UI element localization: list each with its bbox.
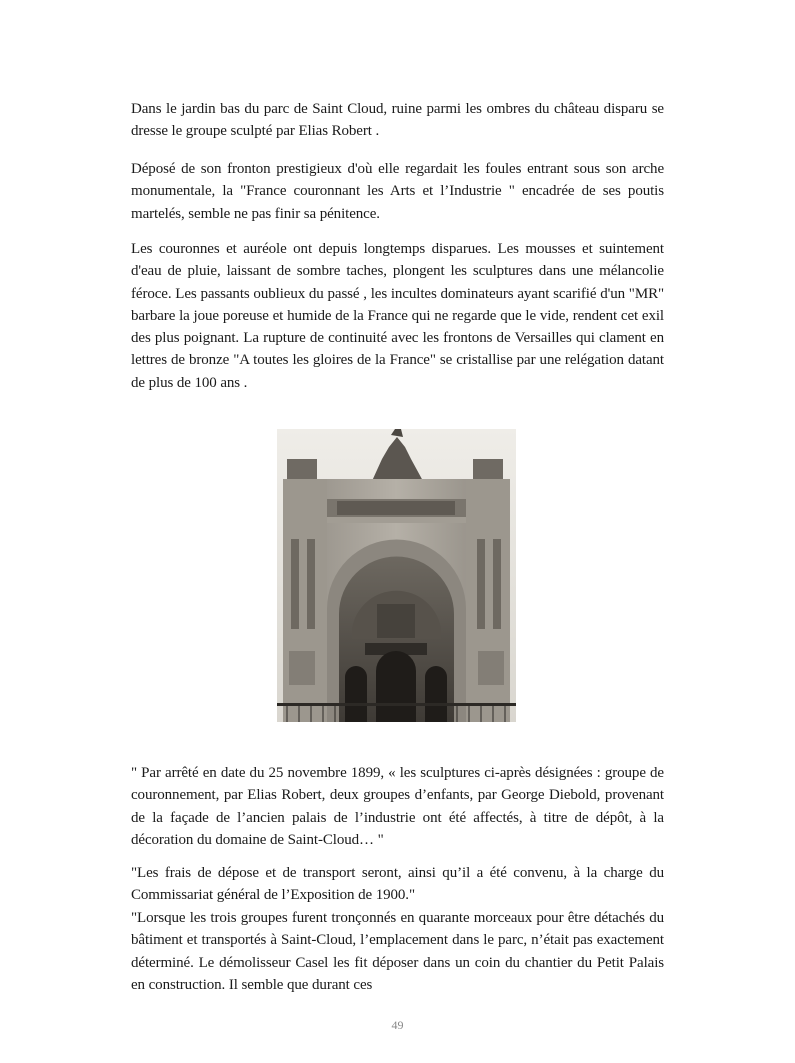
building-facade-illustration	[277, 429, 516, 722]
paragraph-fronton: Déposé de son fronton prestigieux d'où elle regardait les foules entrant sous son arche monumentale, la "France couronnant les Arts et l’Industrie " encadrée de ses poutis martelés, semble ne pas finir sa pénitence.	[131, 161, 664, 222]
body-text-column	[131, 762, 664, 851]
body-text-column	[131, 98, 664, 143]
body-text-column	[131, 862, 664, 907]
paragraph-couronnes: Les couronnes et auréole ont depuis longtemps disparues. Les mousses et suintement d'eau de pluie, laissant de sombre taches, plongent les sculptures dans une mélancolie féroce. Les passants oublieux du passé , les incultes dominateurs ayant scarifié d'un "MR" barbare la joue poreuse et humide de la France qui ne regarde que le vide, rendent cet exil des plus poignant. La rupture de continuité avec les frontons de Versailles qui clament en lettres de bronze "A toutes les gloires de la France" se cristallise par une relégation datant de plus de 100 ans .	[131, 241, 664, 391]
paragraph-arrete: " Par arrêté en date du 25 novembre 1899, « les sculptures ci-après désignées : groupe de couronnement, par Elias Robert, deux groupes d’enfants, par George Diebold, provenant de la façade de l’ancien palais de l’industrie ont été affectés, à titre de dépôt, à la décoration du domaine de Saint-Cloud… "	[131, 765, 664, 848]
historical-photo-palais-industrie	[277, 429, 516, 722]
paragraph-troncons: "Lorsque les trois groupes furent tronçonnés en quarante morceaux pour être détachés du bâtiment et transportés à Saint-Cloud, l’emplacement dans le parc, n’était pas exactement déterminé. Le démolisseur Casel les fit déposer dans un coin du chantier du Petit Palais en construction. Il semble que durant ces	[131, 910, 664, 993]
body-text-column	[131, 238, 664, 394]
paragraph-frais: "Les frais de dépose et de transport seront, ainsi qu’il a été convenu, à la charge du Commissariat général de l’Exposition de 1900."	[131, 865, 664, 904]
page-number: 49	[391, 1018, 404, 1032]
body-text-column	[131, 907, 664, 996]
paragraph-intro: Dans le jardin bas du parc de Saint Cloud, ruine parmi les ombres du château disparu se dresse le groupe sculpté par Elias Robert .	[131, 101, 664, 140]
body-text-column	[131, 158, 664, 225]
